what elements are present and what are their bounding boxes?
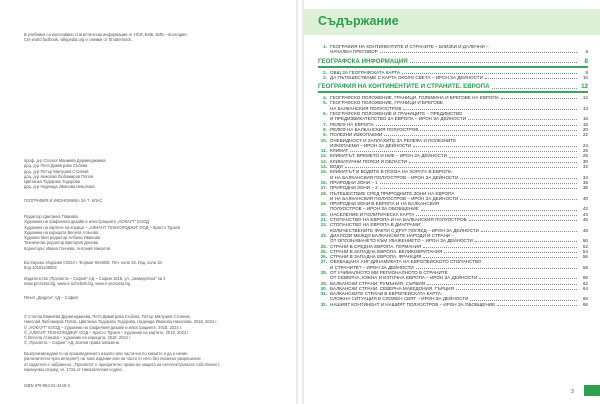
toc-leader-dots [479,278,577,279]
section-underline [318,66,588,68]
toc-label: ДА ПЪТЕШЕСТВАМЕ С КАРТА ОКОЛО СВЕТА – ИРОН ЗА ДЕЙНОСТИ [330,74,483,80]
toc-leader-dots [345,167,577,168]
toc-number: 18. [320,190,327,196]
toc-leader-dots [380,52,577,53]
authors-block [24,158,106,190]
toc-number: 26. [320,254,327,260]
imprint-line: проф. д-р Стелла Маниева Дерменджиева [24,158,106,163]
toc-number: 17. [320,185,327,191]
toc-page: 54 [582,248,588,254]
toc-leader-dots [449,157,577,158]
toc-page: 12 [582,95,588,101]
toc-page: 42 [582,206,588,212]
toc-label: И СТРАНИТЕ? – ИРОН ЗА ДЕЙНОСТИ [330,264,414,270]
toc-leader-dots [384,135,577,136]
page-title: Съдържание [318,14,399,28]
toc-page: 24 [582,142,588,148]
toc-label: ГЕОГРАФСКО ПОЛОЖЕНИЕ, ГРАНИЦИ, ГОЛЕМИНА И БРЕГОВЕ НА ЕВРОПА [330,95,499,101]
toc-number: 21. [320,217,327,223]
toc-number: 6. [323,111,327,117]
book-gutter [296,0,304,404]
toc-label: СТОПАНСТВО НА ЕВРОПА В ДИАГРАМИ: [330,222,422,228]
toc-leader-dots [416,215,577,216]
toc-leader-dots [403,109,577,110]
toc-label: БАЛКАНСКИ СТРАНИ. СЕВЕРНА МАКЕДОНИЯ. ГЪРЦИЯ [330,285,454,291]
toc-label: И НА БАЛКАНСКИЯ ПОЛУОСТРОВ – ИРОН ЗА ДЕЙНОСТИ [330,174,459,180]
imprint-line: доц. д-р Петър Милушев Стоянов [24,168,89,174]
toc-leader-dots [380,188,577,189]
toc-page: 18 [582,121,588,127]
imprint-line: Технически редактор Виктория Донева [24,240,99,246]
toc-page: 66 [582,296,588,302]
toc-leader-dots [456,289,577,290]
toc-number: 25. [320,248,327,254]
toc-number: 22. [320,222,327,228]
toc-label: ГЕОГРАФИЯ НА КОНТИНЕНТИТЕ И СТРАНИТЕ – БЛИЗКИ И ДАЛЕЧНИ – [330,44,489,49]
toc-page: 36 [582,179,588,185]
toc-section-heading[interactable] [318,58,588,65]
toc-number: 11. [320,148,327,154]
toc-number: 19. [320,201,327,207]
toc-label: ОЧЕВИДНОСТ И ЗАПЛАХИТЕ ЗА РЕЛЕФА И ПОЛЕЗНИТЕ [330,137,457,143]
imprint-line: © „Просвета – София“ АД, всички права запазени. [24,340,121,346]
toc-label: НАСЕЛЕНИЕ И ПОЛИТИЧЕСКА КАРТА [330,211,415,217]
imprint-line: www.prosveta.bg, www.e-uchebnik.bg, www.e-prosveta.bg [24,281,131,287]
toc-leader-dots [468,119,577,120]
toc-label: БАЛКАНСКИ СТРАНИ. РУМЪНИЯ. СЪРБИЯ [330,280,426,286]
isbn: ISBN 978-954-01-4440-3 [24,383,70,388]
toc-label: БАЛКАНСКИТЕ СТРАНИ В ЕВРОПЕЙСКАТА КАРТА: [330,291,443,297]
toc-number: 30. [320,285,327,291]
toc-page: 30 [582,158,588,164]
toc-label: КЛИМАТЪТ И ВОДИТЕ В ПОЛЗА НА ХОРАТА В ЕВРОПА [330,169,452,175]
toc-number: 9. [323,132,327,138]
print-info-block [24,260,163,271]
publisher-block [24,276,166,287]
toc-leader-dots [501,98,577,99]
toc-number: 10. [320,137,327,143]
toc-page: 12 [581,83,588,91]
toc-label: СЛОЖНА СИТУАЦИЯ В СЛОЖЕН СВЯТ – ИРОН ЗА ДЕЙНОСТИ [330,296,469,302]
legal-block [24,351,220,372]
imprint-line: Художник на графичния дизайн и илюстрациите „НОКАУТ“ ЕООД [24,219,149,225]
toc-label: СТОПАНСТВО НА ЕВРОПА И НА БАЛКАНСКИЯ ПОЛУОСТРОВ [330,217,467,223]
toc-page: 40 [582,195,588,201]
toc-label: И НА БАЛКАНСКИЯ ПОЛУОСТРОВ – ИРОН ЗА ДЕЙНОСТИ [330,195,459,201]
toc-page: 46 [582,217,588,223]
toc-leader-dots [416,268,577,269]
toc-section-label: ГЕОГРАФСКА ИНФОРМАЦИЯ [318,57,408,65]
imprint-line: © „АЛИАНТ ТЕХНОЛОДЖИ“ ООД – Кристо Турзев – художник на картите, 2018, 2024 г. [24,329,190,335]
imprint-line: от издателя е забранено. „Просвета“ е приоритетно право на защита на интелектуалната собственост, [24,361,220,367]
toc-number: 16. [320,179,327,185]
toc-label: СТРАНИ В СРЕДНА ЕВРОПА. ГЕРМАНИЯ [330,243,422,249]
contents-header [304,9,600,35]
toc-label: ПРИРОДНИ ЗОНИ – 2 [330,185,378,191]
toc-number: 20. [320,211,327,217]
toc-label: ИЗКОПАЕМИ – ИРОН ЗА ДЕЙНОСТИ [330,142,412,148]
toc-label: СТРАНИ В ЗАПАДНА ЕВРОПА. ФРАНЦИЯ [330,254,422,260]
toc-page: 6 [585,49,588,55]
toc-leader-dots [470,300,577,301]
imprint-line: Редактор Цветанка Павкова [24,214,78,219]
toc-leader-dots [402,73,577,74]
toc-leader-dots [423,247,577,248]
imprint-line: наказуемо според чл. 172а от Наказателния кодекс. [24,366,124,372]
toc-page: 50 [582,238,588,244]
toc-page: 48 [582,227,588,233]
toc-label: ПОЛУОСТРОВ – ИРОН ЗА ОБОБЩЕНИЕ [330,206,419,212]
toc-label: ОТ ОПОЗНАВАНЕТО КЪМ УВАЖЕНИЕТО – ИРОН ЗА ДЕЙНОСТИ [330,238,473,244]
toc-label: НА БАЛКАНСКИЯ ПОЛУОСТРОВ [330,105,402,111]
toc-number: 23. [320,232,327,238]
toc-label: ПРИРОДНИ ЗОНИ В ЕВРОПА И НА БАЛКАНСКИЯ [330,201,439,207]
toc-number: 4. [323,95,327,101]
toc-label: ПОЛЕЗНИ ИЗКОПАЕМИ [330,132,383,138]
toc-leader-dots [427,284,577,285]
toc-number: 31. [320,291,327,297]
toc-section-label: ГЕОГРАФИЯ НА КОНТИНЕНТИТЕ И СТРАНИТЕ. ЕВРОПА [318,83,490,91]
toc-leader-dots [380,183,577,184]
toc-page: 60 [582,275,588,281]
toc-number: 29. [320,280,327,286]
imprint-line: Коректори: Ивана Гончева, Антоний Николов [24,245,110,251]
toc-page: 16 [582,116,588,122]
imprint-line: © Весела Атанова – художник на корицата, 2018, 2024 г. [24,335,132,341]
toc-page: 64 [582,285,588,291]
toc-leader-dots [410,62,577,63]
contents-page [304,0,600,404]
toc-number: 24. [320,243,327,249]
imprint-line: © Стелла Маниева Дерменджиева, Петя Димитрова Събева, Петър Милушев Стоянов, [24,314,191,319]
imprint-line: доц. д-р Петя Димитрова Събева [24,163,88,169]
toc-number: 2. [323,69,327,75]
page-number: 3 [571,389,574,395]
toc-label: КЛИМАТИЧНИ ПОЯСИ И ОБЛАСТИ [330,158,407,164]
toc-leader-dots [420,130,577,131]
toc-label: ОБЩ ЗА ГЕОГРАФСКАТА КАРТА [330,69,401,75]
imprint-page [0,0,296,404]
toc-label: ПЪТЕШЕСТВИЕ СРЕД ПРИРОДНИТЕ ЗОНИ НА ЕВРОПА [330,190,455,196]
toc-label: ГЕОГРАФСКО ПОЛОЖЕНИЕ, ГРАНИЦИ И БРЕГОВЕ [330,100,443,106]
table-of-contents [318,44,588,307]
imprint-line: Код 10101108002 [24,265,57,271]
toc-leader-dots [444,252,577,253]
toc-page: 38 [582,185,588,191]
toc-entry[interactable] [318,75,588,80]
toc-number: 14. [320,164,327,170]
toc-leader-dots [492,88,577,89]
subject-line: ГЕОГРАФИЯ И ИКОНОМИКА ЗА 7. КЛАС [24,198,103,203]
credits-block [24,32,188,43]
toc-number: 28. [320,269,327,275]
toc-page: 44 [582,211,588,217]
imprint-line: Издателство „Просвета – София“ АД – София 1618, ул. „Земеделска“ № 2 [24,276,166,281]
imprint-line: (включително чрез интернет) на това издание или на части от него без писмено разрешение [24,356,201,362]
toc-leader-dots [376,125,577,126]
toc-label: ОТ УЧИМАЛНОТО МИ РЕГИОНАЛНОТО В СТРАНИТЕ [330,269,448,275]
page-corner-tab [584,385,600,396]
toc-leader-dots [409,162,577,163]
toc-page: 32 [582,164,588,170]
toc-entry[interactable] [318,49,588,54]
imprint-line: доц. д-р Николай Любомиров Попов [24,173,94,179]
toc-leader-dots [413,146,577,147]
toc-page: 20 [582,126,588,132]
toc-page: 26 [582,148,588,154]
toc-page: 52 [582,243,588,249]
toc-number: 13. [320,158,327,164]
toc-leader-dots [469,220,577,221]
copyright-block [24,314,217,346]
imprint-line: Българска. Издание I/2024 г. Формат 60х90/8. Печ. коли 18. Изд. коли 18. [24,260,163,265]
toc-label: ОБХВАЩАНА АНГ ДИНАМИКАТА НА ЕВРОПЕЙСКОТО СТОПАНСТВО [330,259,482,265]
printer-line: Печат „Дедрон“ АД – София [24,295,78,300]
toc-page: 28 [582,153,588,159]
imprint-line: Художник на корицата Весела Атанова [24,229,99,235]
toc-page: 68 [582,301,588,307]
toc-leader-dots [481,231,577,232]
toc-label: ОТ СЕВЕРНА, ЮЖНА И ИЗТОЧНА ЕВРОПА – ИРОН ЗА ДЕЙНОСТИ [330,275,478,281]
imprint-line: Художествен редактор Албена Иванова [24,235,101,241]
imprint-line: Николай Любомиров Попов, Цветанка Тодорова Тодорова, Надежда Иванова Николова, 2018, 2024 г. [24,319,218,325]
toc-number: 8. [323,126,327,132]
toc-page: 58 [582,264,588,270]
toc-number: 15. [320,169,327,175]
toc-number: 32. [320,301,327,307]
toc-label: НАШИЯТ КОНТИНЕНТ И НАШИЯТ ПОЛУОСТРОВ – ИРОН ЗА ОБОБЩЕНИЕ [330,301,496,307]
toc-number: 1. [323,44,327,49]
toc-page: 56 [582,254,588,260]
toc-page: 34 [582,174,588,180]
imprint-line: Художник на картите на корица – „АЛИАНТ ТЕХНОЛОДЖИ“ ООД – Кристо Турзев [24,224,180,230]
editorial-block [24,214,180,251]
toc-number: 3. [323,74,327,80]
toc-label: РЕЛЕФ НА ЕВРОПА [330,121,374,127]
toc-label: ДИАЛОЗИ МЕЖДУ БАЛКАНСКИТЕ НАРОДИ И СТРАНИ – [330,232,454,238]
imprint-line: © „НОКАУТ“ ЕООД – художник на графичния дизайн и илюстрациите, 2018, 2024 г. [24,324,182,330]
toc-page: 8 [585,69,588,75]
toc-label: ВОДИ [330,164,343,170]
imprint-line: CIA world factbook, wikipedia.org и снимки от Shutterstock. [24,37,133,43]
toc-label: КОЛИЧЕСТВЕНИТЕ ФАКТИ С ДРУГ ПОГЛЕД – ИРОН ЗА ДЕЙНОСТИ [330,227,479,233]
toc-leader-dots [497,305,577,306]
imprint-line: Цветанка Тодорова Тодорова [24,179,81,185]
toc-number: 7. [323,121,327,127]
toc-number: 5. [323,100,327,106]
toc-page: 10 [582,74,588,80]
toc-label: ГЕОГРАФСКО ПОЛОЖЕНИЕ И ГРАНИЦИТЕ – ПРЕДИМСТВО [330,111,463,117]
toc-label: КЛИМАТЪТ, ВРЕМЕТО И НИЕ – ИРОН ЗА ДЕЙНОСТИ [330,153,447,159]
toc-label: И ПРЕДИЗВИКАТЕЛСТВО ЗА ЕВРОПА – ИРОН ЗА ДЕЙНОСТИ [330,116,466,122]
toc-number: 12. [320,153,327,159]
toc-page: 62 [582,280,588,286]
toc-leader-dots [460,178,577,179]
toc-page: 14 [582,105,588,111]
toc-entry[interactable] [318,302,588,307]
toc-leader-dots [475,241,577,242]
toc-leader-dots [421,210,577,211]
toc-label: НАЧАЛЕН ПРЕГОВОР [330,49,378,55]
toc-number: 27. [320,259,327,265]
toc-section-heading[interactable] [318,83,588,90]
toc-page: 22 [582,132,588,138]
toc-label: КЛИМАТ [330,148,349,154]
toc-page: 8 [584,57,588,65]
toc-label: ПРИРОДНИ ЗОНИ – 1 [330,179,378,185]
toc-label: СТРАНИ В ЗАПАДНА ЕВРОПА. ВЕЛИКОБРИТАНИЯ [330,248,443,254]
toc-leader-dots [485,78,577,79]
imprint-line: доц. д-р Надежда Иванова Николова [24,184,95,190]
section-underline [318,91,588,93]
toc-leader-dots [460,199,577,200]
toc-label: РЕЛЕФ НА БАЛКАНСКИЯ ПОЛУОСТРОВ [330,126,419,132]
imprint-line: Възпроизвеждането на произведението изцяло или частично по какъвто и да е начин [24,351,188,356]
imprint-line: В учебника са използвани статистически информации от НСИ, БНБ, ЕИБ – България, [24,32,188,37]
